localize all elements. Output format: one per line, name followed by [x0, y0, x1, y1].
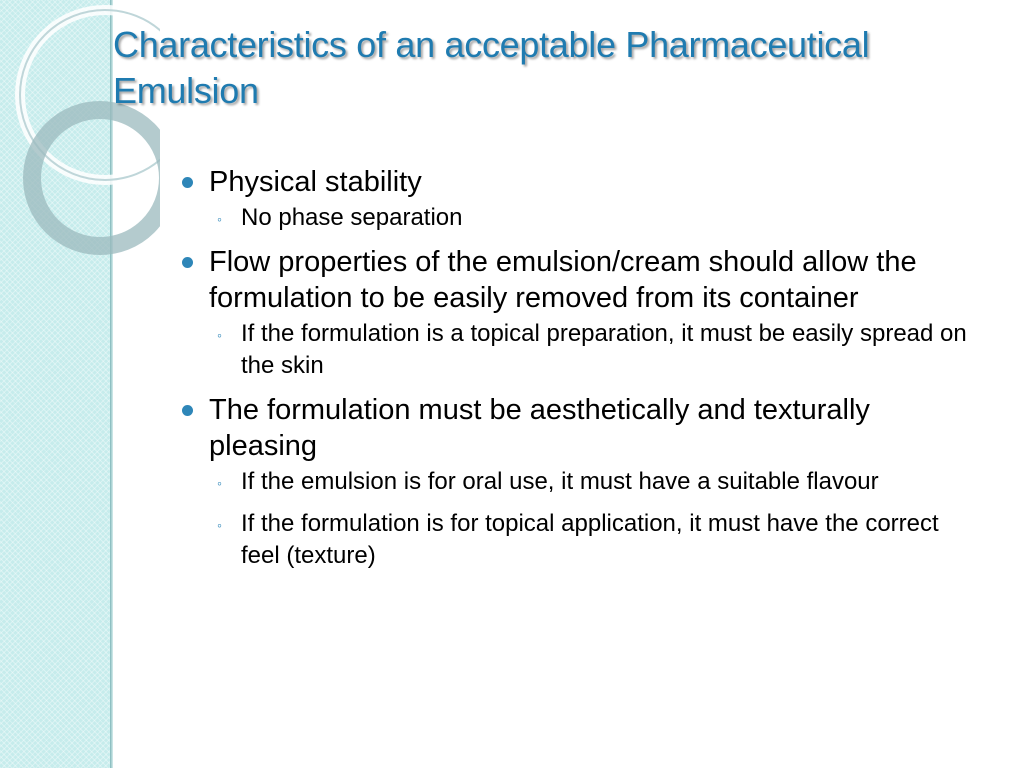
- bullet-list: [180, 164, 980, 582]
- bullet-item: [180, 392, 980, 464]
- bullet-text: The formulation must be aesthetically and texturally pleasing: [209, 394, 870, 462]
- sub-bullet-text: If the formulation is a topical preparation, it must be easily spread on the skin: [241, 320, 967, 379]
- sub-bullet-item: [180, 466, 980, 498]
- sub-bullet-item: [180, 202, 980, 234]
- sub-bullet-text: No phase separation: [241, 204, 463, 231]
- sub-bullet-item: [180, 318, 980, 382]
- bullet-item: [180, 244, 980, 316]
- hollow-circle-bullet-icon: ◦: [217, 517, 222, 533]
- hollow-circle-bullet-icon: ◦: [217, 211, 222, 227]
- filled-circle-bullet-icon: [182, 177, 193, 188]
- bullet-text: Physical stability: [209, 166, 422, 198]
- slide-title: Characteristics of an acceptable Pharmaceutical Emulsion: [113, 24, 870, 111]
- filled-circle-bullet-icon: [182, 257, 193, 268]
- hollow-circle-bullet-icon: ◦: [217, 327, 222, 343]
- bullet-item: [180, 164, 980, 200]
- sub-bullet-text: If the formulation is for topical application, it must have the correct feel (texture): [241, 510, 939, 569]
- hollow-circle-bullet-icon: ◦: [217, 475, 222, 491]
- sub-bullet-item: [180, 508, 980, 572]
- bullet-text: Flow properties of the emulsion/cream should allow the formulation to be easily removed from its container: [209, 246, 917, 314]
- filled-circle-bullet-icon: [182, 405, 193, 416]
- sub-bullet-text: If the emulsion is for oral use, it must have a suitable flavour: [241, 468, 879, 495]
